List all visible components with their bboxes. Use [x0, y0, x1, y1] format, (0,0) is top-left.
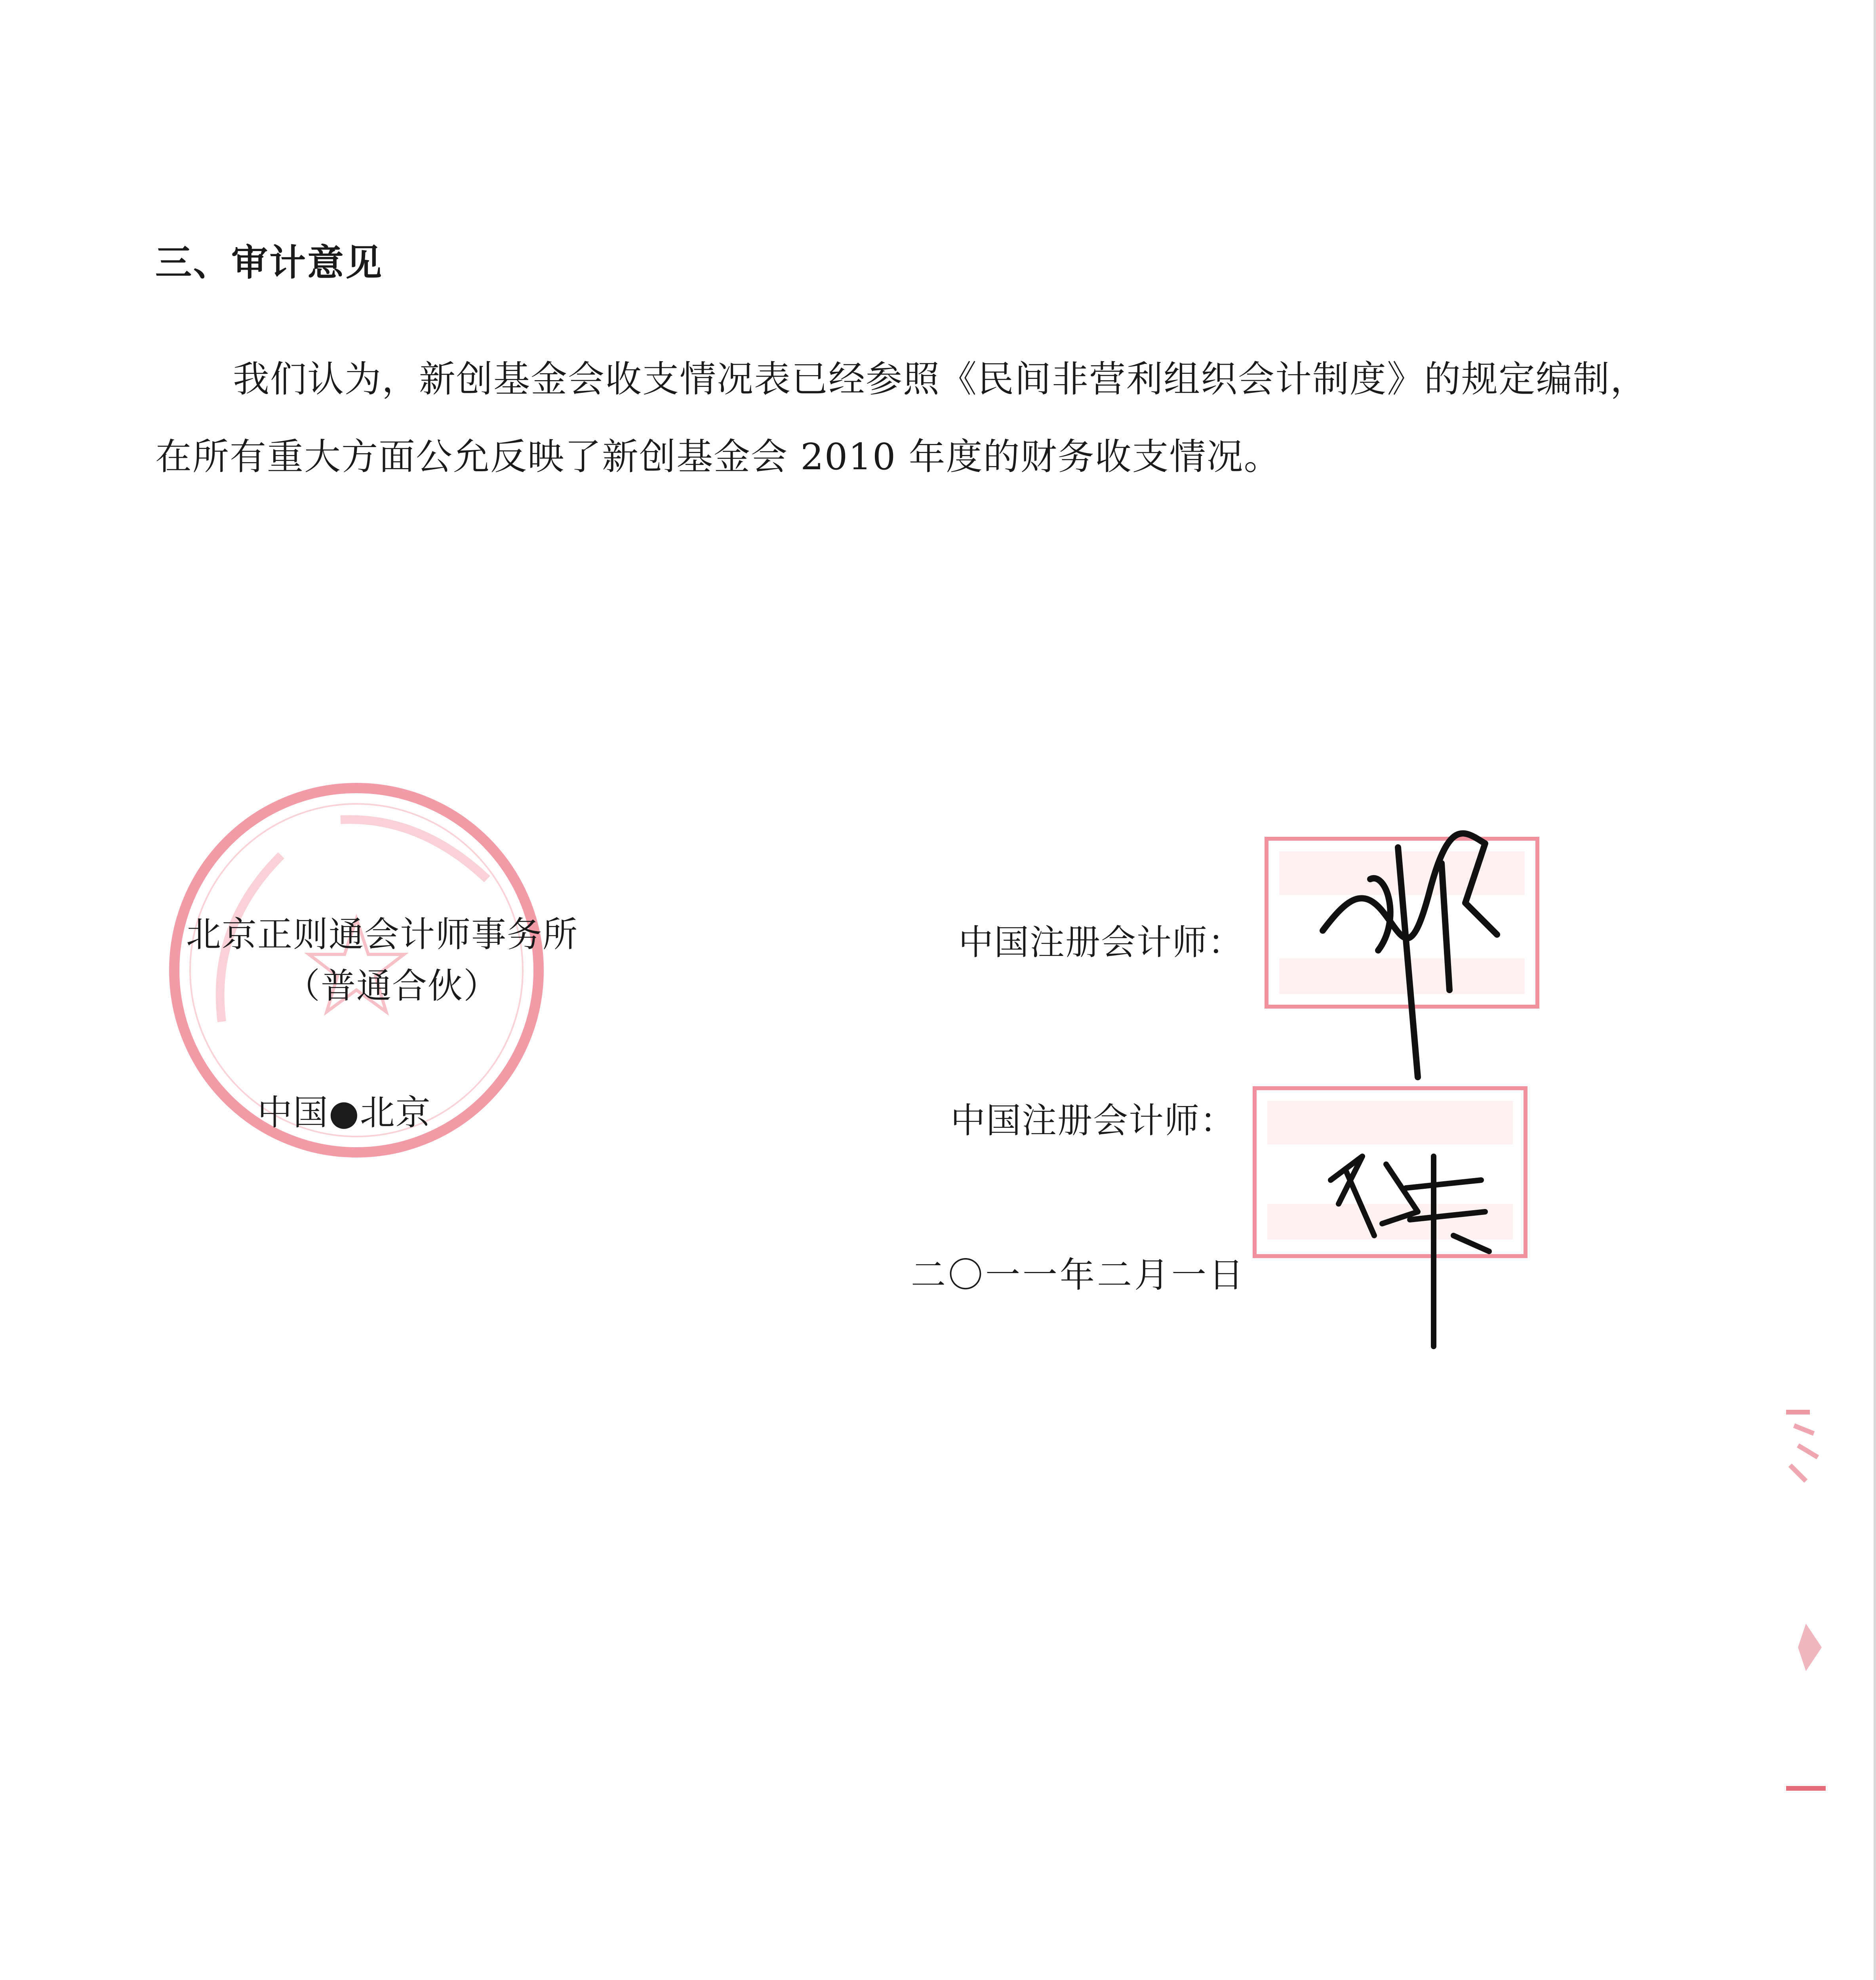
firm-type: （普通合伙）: [285, 965, 499, 1006]
cpa-label-1: 中国注册会计师：: [958, 922, 1244, 963]
opinion-paragraph: 我们认为，新创基金会收支情况表已经参照《民间非营利组织会计制度》的规定编制，在所有重大方面公允反映了新创基金会 2010 年度的财务收支情况。: [155, 358, 1648, 478]
edge-seal-mark: [1786, 1786, 1826, 1791]
partial-edge-seal: [1782, 1410, 1830, 1687]
section-heading: 三、审计意见: [155, 241, 384, 284]
firm-name: 北京正则通会计师事务所: [186, 914, 579, 955]
cpa-signature-1: [1299, 800, 1521, 1085]
cpa-signature-2: [1315, 1133, 1505, 1354]
report-date: 二〇一一年二月一日: [911, 1255, 1246, 1295]
scan-edge-line: [1874, 0, 1876, 1980]
firm-location: 中国●北京: [257, 1092, 431, 1133]
cpa-label-2: 中国注册会计师：: [950, 1100, 1236, 1141]
